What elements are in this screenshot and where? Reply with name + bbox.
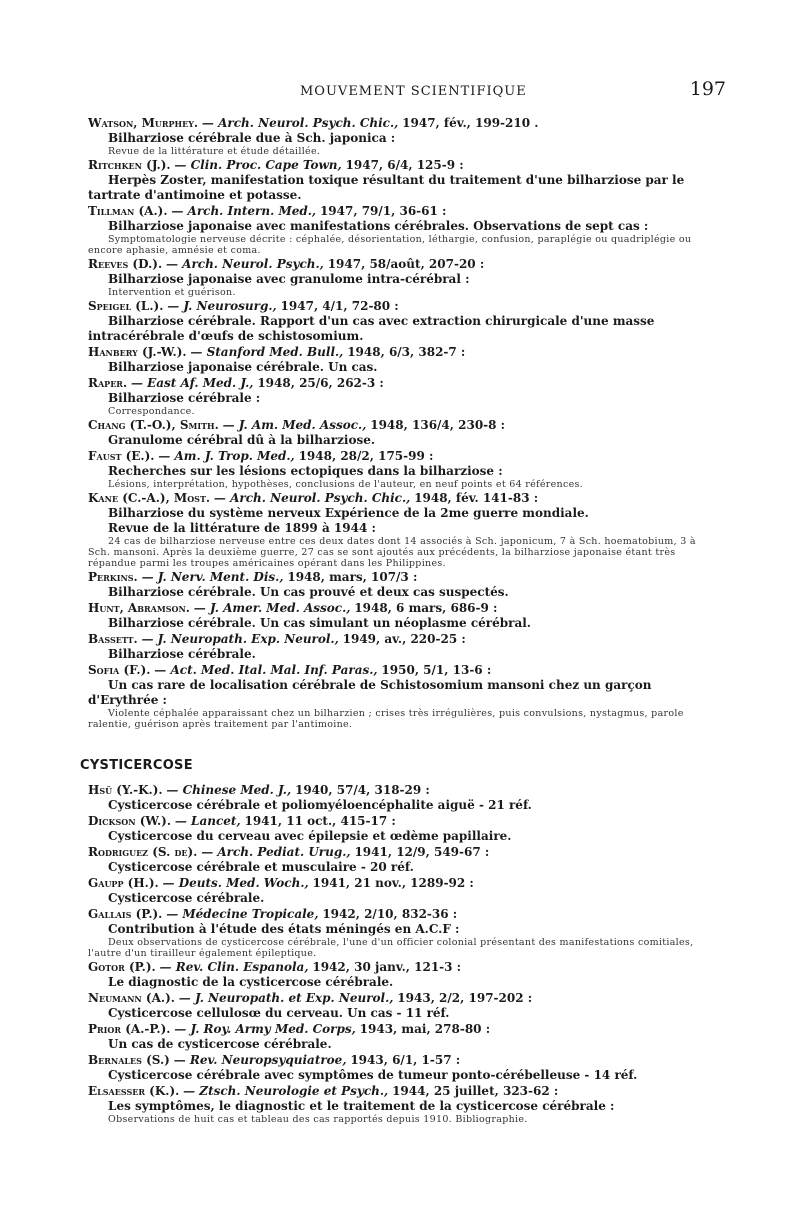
entry-note: Revue de la littérature et étude détaillée. — [108, 146, 321, 157]
entry-reference: 1941, 12/9, 549-67 : — [354, 845, 490, 859]
citation-line — [88, 491, 698, 506]
entry-author: Speigel (L.). — [88, 299, 164, 313]
citation-line — [88, 783, 698, 798]
entry-title: Cysticercose cérébrale. — [108, 891, 265, 905]
entry-journal: — Deuts. Med. Woch., — [162, 876, 309, 890]
entry-author: Dickson (W.). — [88, 814, 172, 828]
entry-note: Intervention et guérison. — [108, 287, 236, 298]
entry-reference: 1948, 6 mars, 686-9 : — [354, 601, 498, 615]
entry-journal: — Act. Med. Ital. Mal. Inf. Paras., — [154, 663, 378, 677]
bib-entry — [88, 907, 698, 959]
bib-entry — [88, 991, 698, 1021]
entry-journal: — Chinese Med. J., — [166, 783, 292, 797]
bib-entry — [88, 632, 698, 662]
entry-author: Chang (T.-O.), Smith. — [88, 418, 219, 432]
bib-entry — [88, 783, 698, 813]
citation-line — [88, 1084, 698, 1099]
bib-entry — [88, 876, 698, 906]
entry-title: Bilharziose cérébrale due à Sch. japonica : — [108, 131, 396, 145]
entry-author: Reeves (D.). — [88, 257, 163, 271]
entry-author: Gaupp (H.). — [88, 876, 159, 890]
bib-entry — [88, 814, 698, 844]
citation-line — [88, 1022, 698, 1037]
bib-entry — [88, 960, 698, 990]
entry-journal: — J. Roy. Army Med. Corps, — [174, 1022, 356, 1036]
entry-author: Watson, Murphey. — [88, 116, 199, 130]
entry-author: Bernales (S.) — [88, 1053, 170, 1067]
entry-author: Kane (C.-A.), Most. — [88, 491, 211, 505]
entry-author: Neumann (A.). — [88, 991, 175, 1005]
entry-journal: — Lancet, — [174, 814, 241, 828]
entry-title: Cysticercose cérébrale et musculaire - 20 réf. — [108, 860, 414, 874]
entry-journal: — J. Nerv. Ment. Dis., — [141, 570, 284, 584]
bib-entry — [88, 1084, 698, 1125]
entry-journal: — Arch. Neurol. Psych., — [165, 257, 324, 271]
entry-note: Symptomatologie nerveuse décrite : céphalée, désorientation, léthargie, confusion, paraplégie ou quadriplégie ou encore aphasie, amnésie et coma. — [88, 234, 692, 256]
bib-entry — [88, 663, 698, 730]
citation-line — [88, 1053, 698, 1068]
entry-reference: 1943, 2/2, 197-202 : — [397, 991, 533, 1005]
entry-author: Bassett. — [88, 632, 138, 646]
entry-title: Bilharziose du système nerveux Expérience de la 2me guerre mondiale. — [108, 506, 589, 520]
entry-title: Bilharziose japonaise avec granulome intra-cérébral : — [108, 272, 470, 286]
bib-entry — [88, 299, 698, 344]
entry-journal: — J. Am. Med. Assoc., — [222, 418, 367, 432]
bib-entry — [88, 204, 698, 256]
entry-note: 24 cas de bilharziose nerveuse entre ces deux dates dont 14 associés à Sch. japonicum, 7 à Sch. hoematobium, 3 à Sch. mansoni. Après la deuxième guerre, 27 cas se sont ajoutés aux précédents, la bilharziose japonaise étant très répandue parmi les troupes américaines opérant dans les Philippines. — [88, 536, 696, 569]
entry-author: Raper. — [88, 376, 128, 390]
entry-title: Cysticercose du cerveau avec épilepsie et œdème papillaire. — [108, 829, 512, 843]
citation-line — [88, 632, 698, 647]
entry-title: Granulome cérébral dû à la bilharziose. — [108, 433, 376, 447]
entry-title: Bilharziose japonaise avec manifestations cérébrales. Observations de sept cas : — [108, 219, 649, 233]
entry-author: Elsaesser (K.). — [88, 1084, 180, 1098]
citation-line — [88, 345, 698, 360]
citation-line — [88, 663, 698, 678]
running-title: MOUVEMENT SCIENTIFIQUE — [300, 84, 527, 99]
citation-line — [88, 116, 698, 131]
entry-journal: — Am. J. Trop. Med., — [158, 449, 295, 463]
bib-entry — [88, 345, 698, 375]
entry-journal: — East Af. Med. J., — [130, 376, 254, 390]
entry-title: Bilharziose japonaise cérébrale. Un cas. — [108, 360, 378, 374]
entry-note: Observations de huit cas et tableau des cas rapportés depuis 1910. Bibliographie. — [108, 1114, 528, 1125]
entry-author: Tillman (A.). — [88, 204, 168, 218]
entry-title: Recherches sur les lésions ectopiques dans la bilharziose : — [108, 464, 503, 478]
entry-title: Bilharziose cérébrale. — [108, 647, 256, 661]
entry-author: Gotor (P.). — [88, 960, 156, 974]
entry-author: Rodriguez (S. de). — [88, 845, 198, 859]
citation-line — [88, 814, 698, 829]
entry-title: Bilharziose cérébrale : — [108, 391, 261, 405]
entry-note: Deux observations de cysticercose cérébrale, l'une d'un officier colonial présentant des manifestations comitiales, l'autre d'un tirailleur également épileptique. — [88, 937, 694, 959]
entry-reference: 1947, 58/août, 207-20 : — [327, 257, 485, 271]
bib-entry — [88, 1053, 698, 1083]
entry-title: Un cas de cysticercose cérébrale. — [108, 1037, 332, 1051]
entry-author: Hsü (Y.-K.). — [88, 783, 163, 797]
entry-reference: 1947, 4/1, 72-80 : — [280, 299, 399, 313]
citation-line — [88, 845, 698, 860]
entry-journal: — J. Amer. Med. Assoc., — [193, 601, 351, 615]
citation-line — [88, 418, 698, 433]
section-heading-cysticercose: CYSTICERCOSE — [80, 758, 193, 773]
bib-entry — [88, 116, 698, 157]
citation-line — [88, 204, 698, 219]
entry-reference: 1943, mai, 278-80 : — [359, 1022, 491, 1036]
citation-line — [88, 907, 698, 922]
bib-entry — [88, 1022, 698, 1052]
entry-reference: 1943, 6/1, 1-57 : — [350, 1053, 461, 1067]
entry-title: Bilharziose cérébrale. Rapport d'un cas avec extraction chirurgicale d'une masse intracérébrale d'œufs de schistosomium. — [88, 314, 655, 343]
citation-line — [88, 601, 698, 616]
entry-reference: 1948, 6/3, 382-7 : — [347, 345, 466, 359]
entry-author: Perkins. — [88, 570, 138, 584]
entry-reference: 1941, 21 nov., 1289-92 : — [312, 876, 474, 890]
cysticercose-list — [88, 783, 698, 1125]
entry-journal: — Ztsch. Neurologie et Psych., — [183, 1084, 389, 1098]
entry-journal: — Stanford Med. Bull., — [190, 345, 344, 359]
bib-entry — [88, 570, 698, 600]
entry-note: Correspondance. — [108, 406, 195, 417]
bilharziose-list — [88, 116, 698, 730]
page-number: 197 — [689, 78, 726, 100]
citation-line — [88, 158, 698, 173]
entry-title: Les symptômes, le diagnostic et le traitement de la cysticercose cérébrale : — [108, 1099, 615, 1113]
citation-line — [88, 991, 698, 1006]
citation-line — [88, 449, 698, 464]
bib-entry — [88, 376, 698, 417]
entry-reference: 1947, fév., 199-210 . — [402, 116, 539, 130]
entry-title: Le diagnostic de la cysticercose cérébrale. — [108, 975, 394, 989]
entry-reference: 1949, av., 220-25 : — [342, 632, 466, 646]
entry-reference: 1947, 79/1, 36-61 : — [319, 204, 447, 218]
entry-reference: 1944, 25 juillet, 323-62 : — [392, 1084, 559, 1098]
entry-note: Lésions, interprétation, hypothèses, conclusions de l'auteur, en neuf points et 64 références. — [108, 479, 583, 490]
entry-journal: — Rev. Neuropsyquiatroe, — [173, 1053, 347, 1067]
entry-reference: 1948, fév. 141-83 : — [414, 491, 539, 505]
bib-entry — [88, 601, 698, 631]
citation-line — [88, 960, 698, 975]
entry-journal: — J. Neuropath. et Exp. Neurol., — [178, 991, 394, 1005]
entry-author: Sofia (F.). — [88, 663, 151, 677]
bib-entry — [88, 491, 698, 569]
entry-journal: — Clin. Proc. Cape Town, — [174, 158, 342, 172]
entry-reference: 1940, 57/4, 318-29 : — [294, 783, 430, 797]
entry-journal: — Arch. Pediat. Urug., — [201, 845, 351, 859]
entry-title: Cysticercose cérébrale et poliomyéloencéphalite aiguë - 21 réf. — [108, 798, 532, 812]
entry-note: Violente céphalée apparaissant chez un bilharzien ; crises très irrégulières, puis convulsions, nystagmus, parole ralentie, guérison après traitement par l'antimoine. — [88, 708, 684, 730]
citation-line — [88, 376, 698, 391]
entry-reference: 1948, 25/6, 262-3 : — [257, 376, 384, 390]
entry-title: Herpès Zoster, manifestation toxique résultant du traitement d'une bilharziose par le tartrate d'antimoine et potasse. — [88, 173, 685, 202]
entry-author: Faust (E.). — [88, 449, 155, 463]
entry-reference: 1948, 136/4, 230-8 : — [370, 418, 506, 432]
entry-title: Un cas rare de localisation cérébrale de Schistosomium mansoni chez un garçon d'Erythrée : — [88, 678, 652, 707]
entry-reference: 1941, 11 oct., 415-17 : — [244, 814, 396, 828]
entry-journal: — Arch. Intern. Med., — [171, 204, 317, 218]
bibliography — [80, 116, 698, 1126]
page-header — [88, 72, 726, 100]
entry-title-continued: Revue de la littérature de 1899 à 1944 : — [108, 521, 376, 535]
entry-journal: — Arch. Neurol. Psych. Chic., — [201, 116, 399, 130]
entry-journal: — J. Neurosurg., — [167, 299, 277, 313]
document-page — [80, 72, 726, 1125]
entry-title: Bilharziose cérébrale. Un cas prouvé et deux cas suspectés. — [108, 585, 509, 599]
citation-line — [88, 876, 698, 891]
citation-line — [88, 257, 698, 272]
citation-line — [88, 570, 698, 585]
entry-title: Bilharziose cérébrale. Un cas simulant un néoplasme cérébral. — [108, 616, 531, 630]
bib-entry — [88, 158, 698, 203]
bib-entry — [88, 845, 698, 875]
entry-title: Contribution à l'étude des états méningés en A.C.F : — [108, 922, 460, 936]
citation-line — [88, 299, 698, 314]
entry-title: Cysticercose cellulosœ du cerveau. Un cas - 11 réf. — [108, 1006, 450, 1020]
entry-journal: — Rev. Clin. Espanola, — [159, 960, 309, 974]
bib-entry — [88, 449, 698, 490]
entry-journal: — Médecine Tropicale, — [166, 907, 319, 921]
entry-journal: — Arch. Neurol. Psych. Chic., — [213, 491, 411, 505]
entry-reference: 1947, 6/4, 125-9 : — [345, 158, 464, 172]
entry-author: Hanbery (J.-W.). — [88, 345, 187, 359]
bib-entry — [88, 257, 698, 298]
entry-author: Gallais (P.). — [88, 907, 163, 921]
entry-reference: 1950, 5/1, 13-6 : — [381, 663, 492, 677]
entry-reference: 1942, 30 janv., 121-3 : — [312, 960, 462, 974]
entry-reference: 1942, 2/10, 832-36 : — [322, 907, 458, 921]
entry-reference: 1948, mars, 107/3 : — [287, 570, 418, 584]
bib-entry — [88, 418, 698, 448]
entry-author: Prior (A.-P.). — [88, 1022, 171, 1036]
entry-author: Hunt, Abramson. — [88, 601, 190, 615]
entry-journal: — J. Neuropath. Exp. Neurol., — [141, 632, 339, 646]
entry-title: Cysticercose cérébrale avec symptômes de tumeur ponto-cérébelleuse - 14 réf. — [108, 1068, 638, 1082]
entry-reference: 1948, 28/2, 175-99 : — [298, 449, 434, 463]
entry-author: Ritchken (J.). — [88, 158, 171, 172]
